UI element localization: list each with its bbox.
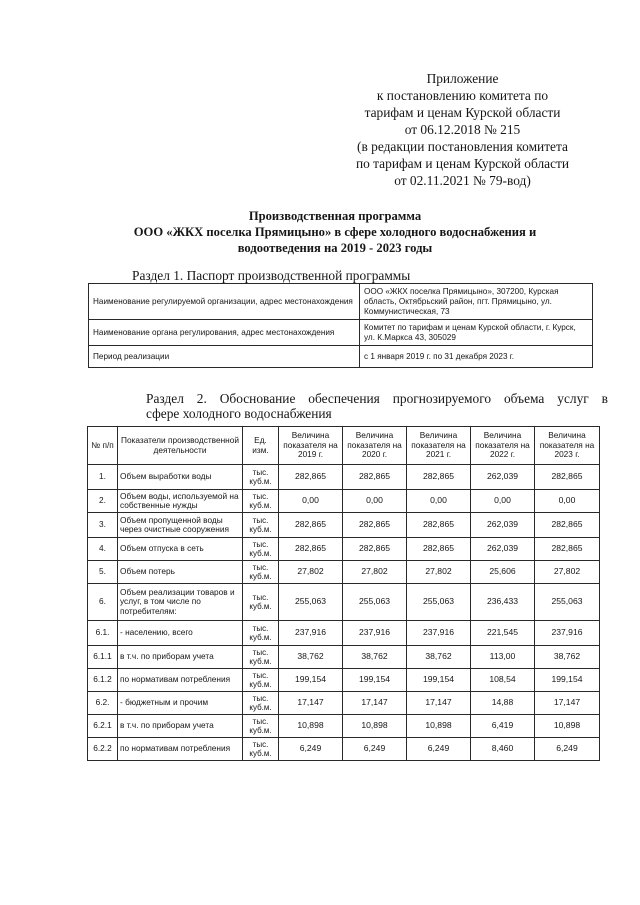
production-table [87,426,600,761]
appendix-line: по тарифам и ценам Курской области [355,156,570,171]
value-cell: 282,865 [535,538,600,561]
value-cell: 0,00 [471,490,535,513]
value-cell: 282,865 [407,465,471,490]
value-cell: 27,802 [279,561,343,584]
row-number: 6.1.1 [88,646,118,669]
column-header: Ед. изм. [243,427,279,465]
value-cell: 255,063 [535,584,600,621]
passport-value: с 1 января 2019 г. по 31 декабря 2023 г. [360,346,593,368]
value-cell: 10,898 [279,715,343,738]
title-line: ООО «ЖКХ поселка Прямицыно» в сфере холодного водоснабжения и [133,225,537,239]
value-cell: 6,419 [471,715,535,738]
indicator-name: - населению, всего [118,621,243,646]
unit-cell: тыс. куб.м. [243,513,279,538]
value-cell: 282,865 [279,465,343,490]
value-cell: 27,802 [535,561,600,584]
table-row [88,692,600,715]
passport-row [89,320,593,346]
unit-cell: тыс. куб.м. [243,490,279,513]
value-cell: 6,249 [343,738,407,761]
passport-value: Комитет по тарифам и ценам Курской области, г. Курск, ул. К.Маркса 43, 305029 [360,320,593,346]
column-header: Величина показателя на 2021 г. [407,427,471,465]
passport-label: Период реализации [89,346,360,368]
value-cell: 14,88 [471,692,535,715]
unit-cell: тыс. куб.м. [243,465,279,490]
indicator-name: в т.ч. по приборам учета [118,715,243,738]
value-cell: 199,154 [279,669,343,692]
value-cell: 0,00 [535,490,600,513]
value-cell: 262,039 [471,538,535,561]
value-cell: 113,00 [471,646,535,669]
section-2-heading [146,391,608,421]
value-cell: 10,898 [535,715,600,738]
title-line: водоотведения на 2019 - 2023 годы [237,241,433,255]
value-cell: 282,865 [535,513,600,538]
value-cell: 282,865 [407,513,471,538]
row-number: 6.2.1 [88,715,118,738]
indicator-name: в т.ч. по приборам учета [118,646,243,669]
row-number: 2. [88,490,118,513]
value-cell: 282,865 [279,513,343,538]
passport-row [89,346,593,368]
table-row [88,513,600,538]
indicator-name: - бюджетным и прочим [118,692,243,715]
value-cell: 199,154 [343,669,407,692]
table-header-row [88,427,600,465]
unit-cell: тыс. куб.м. [243,669,279,692]
section-2-line: Раздел 2. Обоснование обеспечения прогнозируемого объема услуг в [146,391,608,406]
indicator-name: Объем пропущенной воды через очистные сооружения [118,513,243,538]
value-cell: 25,606 [471,561,535,584]
value-cell: 237,916 [343,621,407,646]
value-cell: 17,147 [407,692,471,715]
unit-cell: тыс. куб.м. [243,561,279,584]
value-cell: 282,865 [407,538,471,561]
value-cell: 27,802 [407,561,471,584]
value-cell: 236,433 [471,584,535,621]
table-row [88,738,600,761]
unit-cell: тыс. куб.м. [243,584,279,621]
table-row [88,715,600,738]
value-cell: 237,916 [407,621,471,646]
table-row [88,490,600,513]
value-cell: 108,54 [471,669,535,692]
value-cell: 237,916 [535,621,600,646]
value-cell: 38,762 [535,646,600,669]
column-header: Величина показателя на 2023 г. [535,427,600,465]
value-cell: 17,147 [535,692,600,715]
value-cell: 17,147 [343,692,407,715]
table-row [88,538,600,561]
row-number: 6.2. [88,692,118,715]
indicator-name: Объем выработки воды [118,465,243,490]
table-body [88,465,600,761]
indicator-name: Объем отпуска в сеть [118,538,243,561]
table-row [88,621,600,646]
column-header: Величина показателя на 2019 г. [279,427,343,465]
value-cell: 282,865 [279,538,343,561]
value-cell: 262,039 [471,513,535,538]
unit-cell: тыс. куб.м. [243,646,279,669]
row-number: 4. [88,538,118,561]
value-cell: 0,00 [343,490,407,513]
value-cell: 221,545 [471,621,535,646]
value-cell: 262,039 [471,465,535,490]
indicator-name: по нормативам потребления [118,669,243,692]
passport-row [89,284,593,320]
value-cell: 282,865 [343,538,407,561]
row-number: 6.1.2 [88,669,118,692]
section-1-heading: Раздел 1. Паспорт производственной программы [132,268,411,283]
value-cell: 0,00 [407,490,471,513]
value-cell: 27,802 [343,561,407,584]
row-number: 3. [88,513,118,538]
value-cell: 10,898 [407,715,471,738]
table-row [88,465,600,490]
table-row [88,646,600,669]
title-line: Производственная программа [248,209,422,223]
column-header: № п/п [88,427,118,465]
row-number: 6. [88,584,118,621]
indicator-name: Объем реализации товаров и услуг, в том числе по потребителям: [118,584,243,621]
unit-cell: тыс. куб.м. [243,621,279,646]
value-cell: 255,063 [343,584,407,621]
appendix-line: от 06.12.2018 № 215 [404,122,521,137]
value-cell: 38,762 [407,646,471,669]
column-header: Величина показателя на 2022 г. [471,427,535,465]
value-cell: 38,762 [279,646,343,669]
value-cell: 237,916 [279,621,343,646]
value-cell: 255,063 [407,584,471,621]
column-header: Величина показателя на 2020 г. [343,427,407,465]
indicator-name: по нормативам потребления [118,738,243,761]
appendix-line: к постановлению комитета по [376,88,549,103]
value-cell: 6,249 [407,738,471,761]
appendix-line: (в редакции постановления комитета [357,139,568,154]
value-cell: 255,063 [279,584,343,621]
appendix-line: от 02.11.2021 № 79-вод) [394,173,531,188]
table-row [88,561,600,584]
passport-label: Наименование регулируемой организации, адрес местонахождения [89,284,360,320]
indicator-name: Объем потерь [118,561,243,584]
value-cell: 10,898 [343,715,407,738]
passport-table [88,283,593,368]
table-row [88,669,600,692]
indicator-name: Объем воды, используемой на собственные нужды [118,490,243,513]
value-cell: 6,249 [535,738,600,761]
passport-value: ООО «ЖКХ поселка Прямицыно», 307200, Курская область, Октябрьский район, пгт. Прямицыно, ул. Коммунистическая, 73 [360,284,593,320]
column-header: Показатели производственной деятельности [118,427,243,465]
value-cell: 282,865 [535,465,600,490]
value-cell: 8,460 [471,738,535,761]
value-cell: 282,865 [343,465,407,490]
unit-cell: тыс. куб.м. [243,738,279,761]
value-cell: 6,249 [279,738,343,761]
row-number: 5. [88,561,118,584]
section-2-line: сфере холодного водоснабжения [146,406,332,421]
appendix-line: тарифам и ценам Курской области [364,105,561,120]
value-cell: 38,762 [343,646,407,669]
table-row [88,584,600,621]
appendix-line: Приложение [426,71,499,86]
unit-cell: тыс. куб.м. [243,538,279,561]
row-number: 1. [88,465,118,490]
appendix-header [330,70,595,189]
row-number: 6.2.2 [88,738,118,761]
value-cell: 17,147 [279,692,343,715]
value-cell: 0,00 [279,490,343,513]
value-cell: 199,154 [535,669,600,692]
passport-label: Наименование органа регулирования, адрес местонахождения [89,320,360,346]
value-cell: 199,154 [407,669,471,692]
row-number: 6.1. [88,621,118,646]
document-title [95,208,575,256]
value-cell: 282,865 [343,513,407,538]
unit-cell: тыс. куб.м. [243,692,279,715]
unit-cell: тыс. куб.м. [243,715,279,738]
